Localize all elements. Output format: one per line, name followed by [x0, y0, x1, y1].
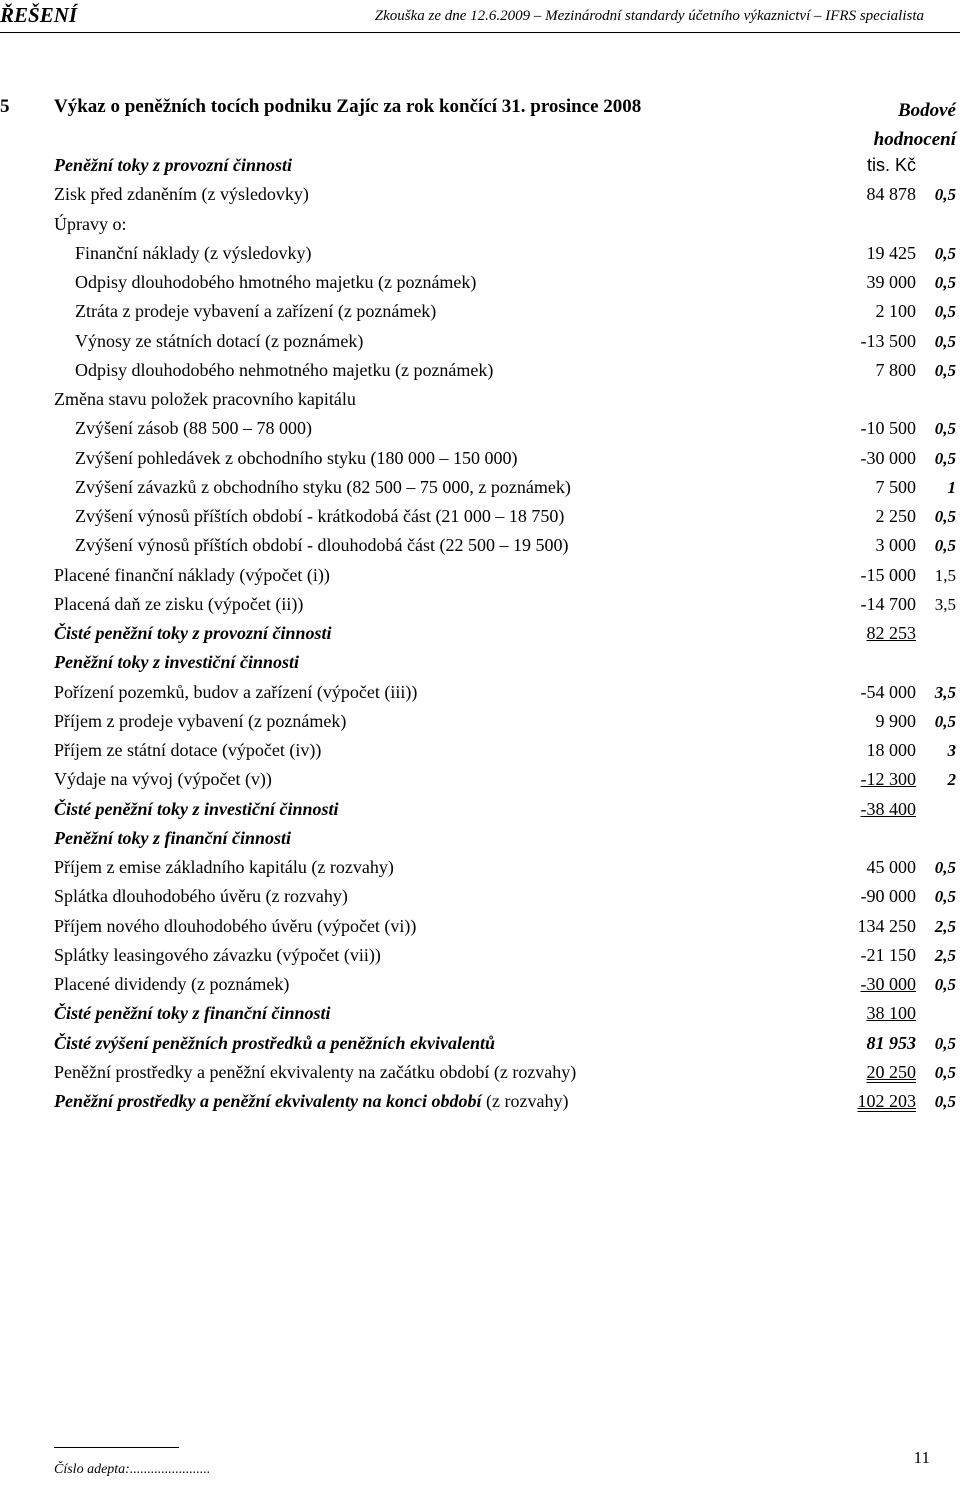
- row-label: Placené dividendy (z poznámek): [54, 974, 290, 994]
- row-points: 0,5: [934, 975, 956, 994]
- currency-unit: tis. Kč: [866, 155, 916, 175]
- row-amount: -30 000: [860, 447, 916, 468]
- candidate-number-label: Číslo adepta:.......................: [54, 1462, 211, 1477]
- row-label: Odpisy dlouhodobého hmotného majetku (z poznámek): [75, 272, 477, 292]
- statement-row: [0, 473, 960, 502]
- row-amount: -12 300: [860, 769, 916, 790]
- header-divider: [0, 32, 960, 33]
- row-points: 0,5: [934, 302, 956, 322]
- row-amount: 2 250: [875, 506, 916, 526]
- row-amount: 7 500: [875, 476, 916, 497]
- statement-row: [0, 853, 960, 882]
- row-points: 0,5: [934, 448, 956, 468]
- row-amount: 2 100: [875, 301, 916, 322]
- statement-row: [0, 502, 960, 531]
- statement-row: [0, 210, 960, 239]
- row-label: Příjem z prodeje vybavení (z poznámek): [54, 710, 347, 731]
- row-label: Čisté peněžní toky z investiční činnosti: [54, 798, 339, 819]
- row-amount: 9 900: [875, 710, 916, 731]
- statement-row: [0, 795, 960, 824]
- row-amount: -30 000: [860, 974, 916, 994]
- row-points: 0,5: [934, 1033, 956, 1053]
- row-label-suffix: (z rozvahy): [481, 1091, 569, 1111]
- score-header-line-1: Bodové: [897, 100, 956, 121]
- statement-row: [0, 151, 960, 180]
- row-amount: 18 000: [866, 740, 916, 760]
- row-points: 2,5: [934, 945, 956, 965]
- statement-row: [0, 414, 960, 443]
- row-points: 2,5: [934, 916, 956, 936]
- row-amount: 38 100: [866, 1003, 916, 1024]
- row-points: 0,5: [934, 887, 956, 907]
- row-points: 0,5: [934, 1092, 956, 1111]
- statement-row: [0, 912, 960, 941]
- row-amount: 102 203: [857, 1091, 916, 1111]
- row-label: Příjem z emise základního kapitálu (z rozvahy): [54, 857, 394, 877]
- row-amount: 82 253: [866, 623, 916, 643]
- row-label-main: Peněžní prostředky a peněžní ekvivalenty na konci období: [54, 1091, 482, 1111]
- row-amount: 84 878: [866, 184, 916, 205]
- row-label: Ztráta z prodeje vybavení a zařízení (z poznámek): [75, 301, 437, 322]
- statement-row: [0, 824, 960, 853]
- row-label: Zvýšení pohledávek z obchodního styku (180 000 – 150 000): [75, 447, 518, 468]
- statement-row: [0, 707, 960, 736]
- row-label: Čisté peněžní toky z provozní činnosti: [54, 623, 332, 643]
- row-amount: -15 000: [860, 564, 916, 585]
- row-label: Placené finanční náklady (výpočet (i)): [54, 564, 330, 585]
- statement-row: [0, 239, 960, 268]
- row-label: Placená daň ze zisku (výpočet (ii)): [54, 593, 304, 614]
- row-label: Odpisy dlouhodobého nehmotného majetku (z poznámek): [75, 359, 494, 380]
- row-points: 0,5: [934, 331, 956, 351]
- row-label: Zisk před zdaněním (z výsledovky): [54, 184, 309, 205]
- row-amount: 39 000: [866, 272, 916, 292]
- row-amount: -14 700: [860, 593, 916, 614]
- section-title-row: [0, 96, 960, 150]
- statement-row: [0, 180, 960, 209]
- row-label: Peněžní toky z investiční činnosti: [54, 652, 300, 673]
- statement-row: [0, 561, 960, 590]
- row-points: 3,5: [934, 594, 956, 614]
- row-amount: -10 500: [860, 418, 916, 439]
- row-label: Peněžní toky z finanční činnosti: [54, 827, 292, 848]
- row-label: Výdaje na vývoj (výpočet (v)): [54, 769, 272, 790]
- row-amount: -21 150: [860, 944, 916, 965]
- row-points: 0,5: [934, 419, 956, 439]
- row-label: Zvýšení výnosů příštích období - dlouhodobá část (22 500 – 19 500): [75, 535, 569, 556]
- row-points: 1: [947, 477, 956, 497]
- statement-row: [0, 444, 960, 473]
- statement-row: [0, 268, 960, 297]
- header-exam-info: Zkouška ze dne 12.6.2009 – Mezinárodní standardy účetního výkaznictví – IFRS specialista: [374, 8, 924, 24]
- row-label: Úpravy o:: [54, 213, 127, 234]
- header-solution-label: ŘEŠENÍ: [0, 3, 78, 27]
- row-amount: 20 250: [866, 1061, 916, 1082]
- row-amount: 45 000: [866, 857, 916, 877]
- row-points: 2: [947, 770, 956, 790]
- row-amount: 3 000: [875, 535, 916, 556]
- row-label: Finanční náklady (z výsledovky): [75, 242, 312, 263]
- row-label: [54, 1087, 568, 1116]
- row-label: Čisté peněžní toky z finanční činnosti: [54, 1003, 331, 1024]
- row-points: 0,5: [934, 858, 956, 877]
- row-points: 3,5: [934, 682, 956, 702]
- statement-row: [0, 385, 960, 414]
- row-points: 0,5: [934, 1062, 956, 1082]
- section-number: 5: [0, 96, 10, 117]
- row-amount: 7 800: [875, 359, 916, 380]
- row-points: 0,5: [934, 360, 956, 380]
- row-amount: -54 000: [860, 681, 916, 702]
- statement-row: [0, 882, 960, 911]
- page-number: 11: [913, 1448, 930, 1467]
- row-points: 3: [947, 741, 956, 760]
- row-points: 1,5: [934, 565, 956, 585]
- statement-row: [0, 297, 960, 326]
- row-label: Pořízení pozemků, budov a zařízení (výpočet (iii)): [54, 681, 418, 702]
- row-label: Výnosy ze státních dotací (z poznámek): [75, 330, 364, 351]
- row-amount: -13 500: [860, 330, 916, 351]
- statement-row: [0, 970, 960, 999]
- row-amount: 134 250: [857, 915, 916, 936]
- row-label: Zvýšení závazků z obchodního styku (82 500 – 75 000, z poznámek): [75, 476, 571, 497]
- row-points: 0,5: [934, 273, 956, 292]
- statement-row: [0, 765, 960, 794]
- statement-row: [0, 736, 960, 765]
- section-title: Výkaz o peněžních tocích podniku Zajíc za rok končící 31. prosince 2008: [54, 96, 642, 117]
- row-points: 0,5: [934, 243, 956, 263]
- statement-row: [0, 531, 960, 560]
- statement-row: [0, 648, 960, 677]
- row-label: Čisté zvýšení peněžních prostředků a peněžních ekvivalentů: [54, 1032, 495, 1053]
- statement-row: [0, 1029, 960, 1058]
- page-header: [0, 0, 960, 30]
- statement-row: [0, 941, 960, 970]
- statement-row: [0, 678, 960, 707]
- statement-row: [0, 356, 960, 385]
- row-points: 0,5: [934, 185, 956, 205]
- row-amount: 19 425: [866, 242, 916, 263]
- statement-row: [0, 999, 960, 1028]
- row-label: Zvýšení výnosů příštích období - krátkodobá část (21 000 – 18 750): [75, 506, 565, 526]
- row-label: Peněžní prostředky a peněžní ekvivalenty na začátku období (z rozvahy): [54, 1061, 577, 1082]
- statement-row: [0, 327, 960, 356]
- row-label: Splátka dlouhodobého úvěru (z rozvahy): [54, 886, 348, 907]
- score-header-line-2: hodnocení: [873, 129, 956, 150]
- statement-row: [0, 1087, 960, 1116]
- row-label: Změna stavu položek pracovního kapitálu: [54, 389, 356, 409]
- row-points: 0,5: [934, 507, 956, 526]
- footer-divider: [54, 1447, 179, 1448]
- row-points: 0,5: [934, 536, 956, 556]
- row-label: Zvýšení zásob (88 500 – 78 000): [75, 418, 312, 439]
- statement-row: [0, 590, 960, 619]
- row-label: Splátky leasingového závazku (výpočet (vii)): [54, 944, 381, 965]
- row-label: Příjem ze státní dotace (výpočet (iv)): [54, 740, 322, 760]
- row-amount: -38 400: [860, 798, 916, 819]
- statement-row: [0, 619, 960, 648]
- statement-row: [0, 1058, 960, 1087]
- score-column-header: [874, 96, 956, 154]
- row-points: 0,5: [934, 711, 956, 731]
- row-label: Peněžní toky z provozní činnosti: [54, 155, 293, 175]
- row-label: Příjem nového dlouhodobého úvěru (výpočet (vi)): [54, 915, 417, 936]
- row-amount: 81 953: [866, 1032, 916, 1053]
- row-amount: -90 000: [860, 886, 916, 907]
